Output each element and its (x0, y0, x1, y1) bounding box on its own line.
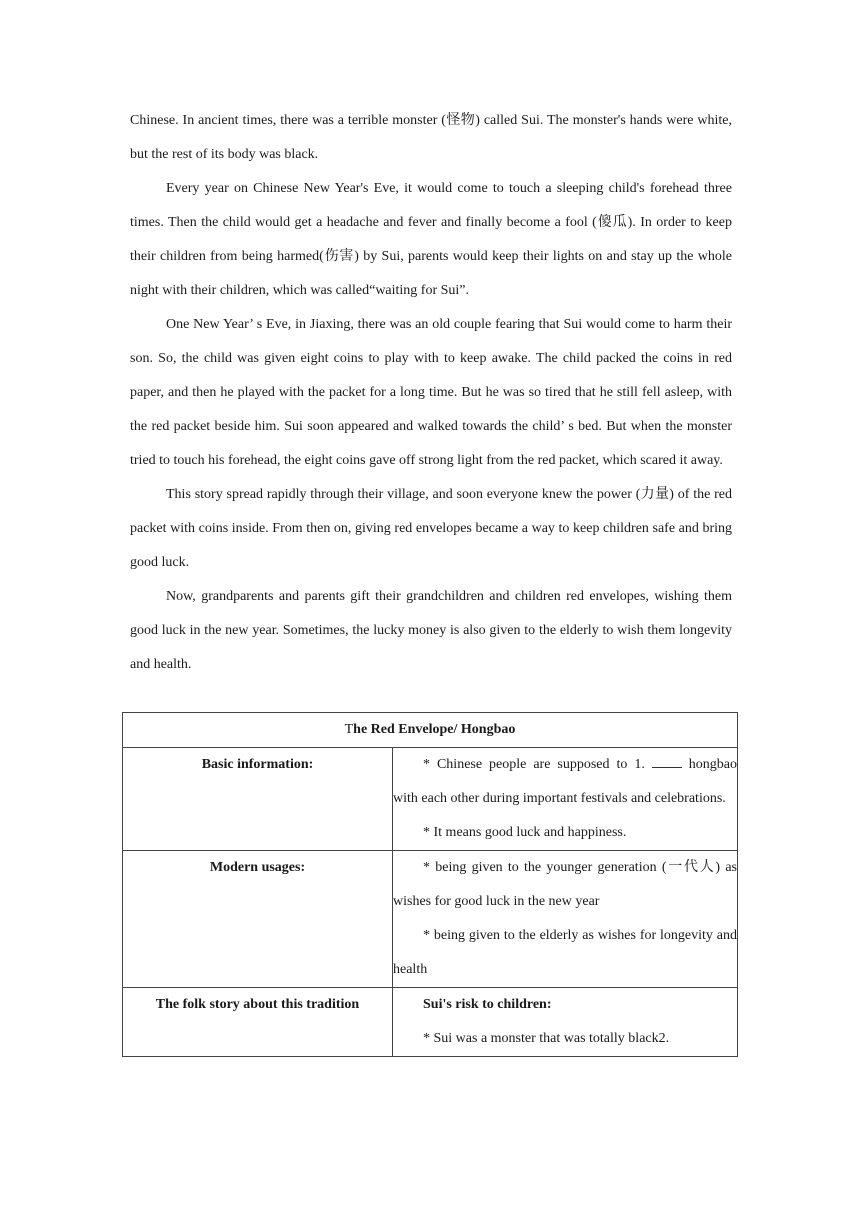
row-label: Basic information: (123, 748, 393, 851)
paragraph: Chinese. In ancient times, there was a terrible monster (怪物) called Sui. The monster's hands were white, but the rest of its body was black. (130, 113, 732, 162)
row-label: The folk story about this tradition (123, 988, 393, 1057)
paragraph: Every year on Chinese New Year's Eve, it would come to touch a sleeping child's forehead three times. Then the child would get a headache and fever and finally become a fool (傻瓜). In order to keep their children from being harmed(伤害) by Sui, parents would keep their lights on and stay up the whole night with their children, which was called“waiting for Sui”. (130, 181, 732, 298)
fill-text-after: hongbao with each other during important festivals and celebrations. (393, 757, 737, 806)
table-row (123, 988, 738, 1057)
answer-blank-1[interactable] (652, 755, 682, 768)
cell-line: Sui's risk to children: (423, 997, 552, 1012)
cell-line: * Sui was a monster that was totally black2. (423, 1031, 670, 1046)
row-label: Modern usages: (123, 851, 393, 988)
table-row (123, 851, 738, 988)
table-title (123, 713, 738, 748)
story-text (130, 104, 732, 682)
row-content (393, 988, 738, 1057)
row-content (393, 851, 738, 988)
table-row (123, 748, 738, 851)
paragraph: One New Year’ s Eve, in Jiaxing, there was an old couple fearing that Sui would come to harm their son. So, the child was given eight coins to play with to keep awake. The child packed the coins in red paper, and then he played with the packet for a long time. But he was so tired that he still fell asleep, with the red packet beside him. Sui soon appeared and walked towards the child’ s bed. But when the monster tried to touch his forehead, the eight coins gave off strong light from the red packet, which scared it away. (130, 317, 732, 468)
row-content (393, 748, 738, 851)
cell-line (393, 748, 737, 816)
paragraph: This story spread rapidly through their village, and soon everyone knew the power (力量) of the red packet with coins inside. From then on, giving red envelopes became a way to keep children safe and bring good luck. (130, 487, 732, 570)
paragraph: Now, grandparents and parents gift their grandchildren and children red envelopes, wishing them good luck in the new year. Sometimes, the lucky money is also given to the elderly to wish them longevity and health. (130, 589, 732, 672)
table-title-rest: he Red Envelope/ Hongbao (353, 722, 516, 737)
cell-line: * It means good luck and happiness. (423, 825, 627, 840)
red-envelope-table (122, 712, 738, 1057)
fill-text-before: * Chinese people are supposed to 1. (423, 757, 652, 772)
cell-line: * being given to the elderly as wishes for longevity and health (393, 928, 737, 977)
table-title-row (123, 713, 738, 748)
cell-line: * being given to the younger generation (一代人) as wishes for good luck in the new year (393, 860, 737, 909)
table-title-initial: T (344, 722, 354, 737)
